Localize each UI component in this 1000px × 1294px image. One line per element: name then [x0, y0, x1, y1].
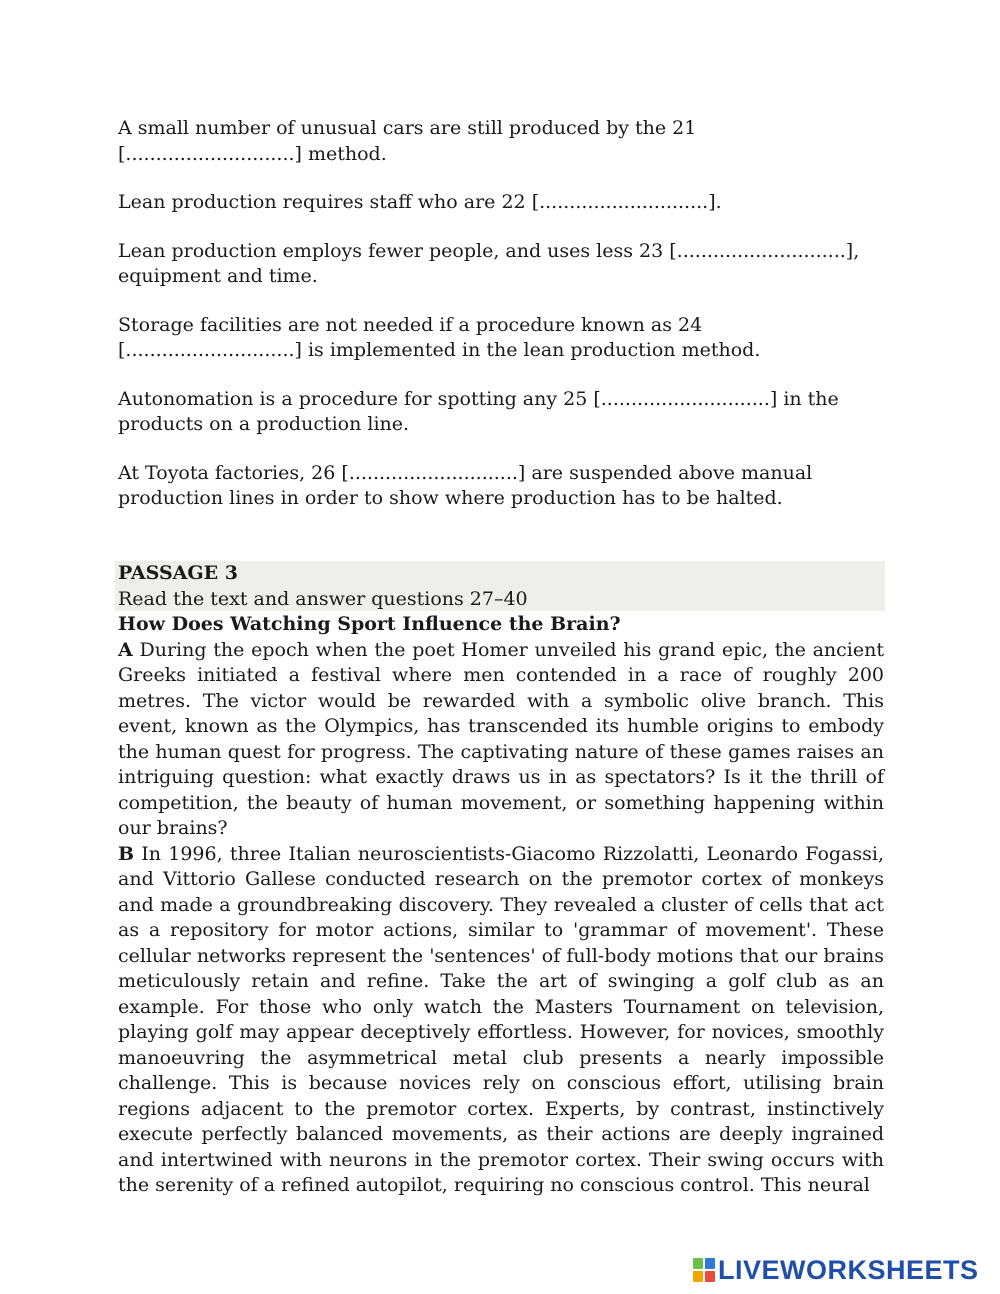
- question-text: in the products on a production line.: [118, 387, 839, 435]
- answer-blank-23[interactable]: [............................]: [669, 239, 854, 262]
- paragraph-letter: A: [118, 638, 133, 661]
- answer-blank-26[interactable]: [............................]: [341, 461, 526, 484]
- question-26: [118, 461, 884, 512]
- liveworksheets-logo: [693, 1255, 979, 1285]
- questions-section: [118, 116, 884, 535]
- passage-instruction: Read the text and answer questions 27–40: [118, 587, 528, 610]
- question-text: are suspended above manual production lines in order to show where production has to be halted.: [118, 461, 813, 509]
- answer-blank-24[interactable]: [............................]: [118, 339, 302, 361]
- question-24: [118, 313, 884, 364]
- question-text: , equipment and time.: [118, 239, 860, 287]
- paragraph-text: In 1996, three Italian neuroscientists-Giacomo Rizzolatti, Leonardo Fogassi, and Vittorio Gallese conducted research on the premotor cortex of monkeys and made a groundbreaking discovery. They revealed a cluster of cells that act as a repository for motor actions, similar to 'grammar of movement'. These cellular networks represent the 'sentences' of full-body motions that our brains meticulously retain and refine. Take the art of swinging a golf club as an example. For those who only watch the Masters Tournament on television, playing golf may appear deceptively effortless. However, for novices, smoothly manoeuvring the asymmetrical metal club presents a nearly impossible challenge. This is because novices rely on conscious effort, utilising brain regions adjacent to the premotor cortex. Experts, by contrast, instinctively execute perfectly balanced movements, as their actions are deeply ingrained and intertwined with neurons in the premotor cortex. Their swing occurs with the serenity of a refined autopilot, requiring no conscious control. This neural: [118, 842, 884, 1196]
- question-text: method.: [301, 142, 387, 165]
- question-text: Lean production employs fewer people, and uses less 23: [118, 239, 670, 262]
- article: [118, 612, 884, 1199]
- question-text: .: [715, 191, 722, 213]
- answer-blank-25[interactable]: [............................]: [593, 387, 778, 410]
- question-text: Autonomation is a procedure for spotting any 25: [118, 387, 594, 410]
- liveworksheets-logo-icon: [693, 1258, 715, 1282]
- question-25: [118, 387, 884, 438]
- answer-blank-22[interactable]: [............................]: [531, 191, 716, 213]
- question-text: Lean production requires staff who are 22: [118, 191, 532, 213]
- question-text: is implemented in the lean production method.: [301, 339, 761, 361]
- question-21: [118, 116, 884, 167]
- logo-text: LIVEWORKSHEETS: [718, 1254, 979, 1285]
- paragraph-b: [118, 842, 884, 1199]
- question-text: At Toyota factories, 26: [118, 461, 342, 484]
- question-text: A small number of unusual cars are still produced by the 21: [118, 117, 697, 139]
- question-text: Storage facilities are not needed if a procedure known as 24: [118, 313, 703, 336]
- passage-header: [118, 561, 884, 612]
- question-23: [118, 239, 884, 290]
- answer-blank-21[interactable]: [............................]: [118, 142, 302, 165]
- paragraph-a: [118, 638, 884, 842]
- paragraph-text: During the epoch when the poet Homer unveiled his grand epic, the ancient Greeks initiated a festival where men contended in a race of roughly 200 metres. The victor would be rewarded with a symbolic olive branch. This event, known as the Olympics, has transcended its humble origins to embody the human quest for progress. The captivating nature of these games raises an intriguing question: what exactly draws us in as spectators? Is it the thrill of competition, the beauty of human movement, or something happening within our brains?: [118, 638, 884, 839]
- passage-title: PASSAGE 3: [118, 562, 238, 584]
- article-title: How Does Watching Sport Influence the Brain?: [118, 613, 621, 635]
- question-22: [118, 190, 884, 216]
- paragraph-letter: B: [118, 842, 135, 865]
